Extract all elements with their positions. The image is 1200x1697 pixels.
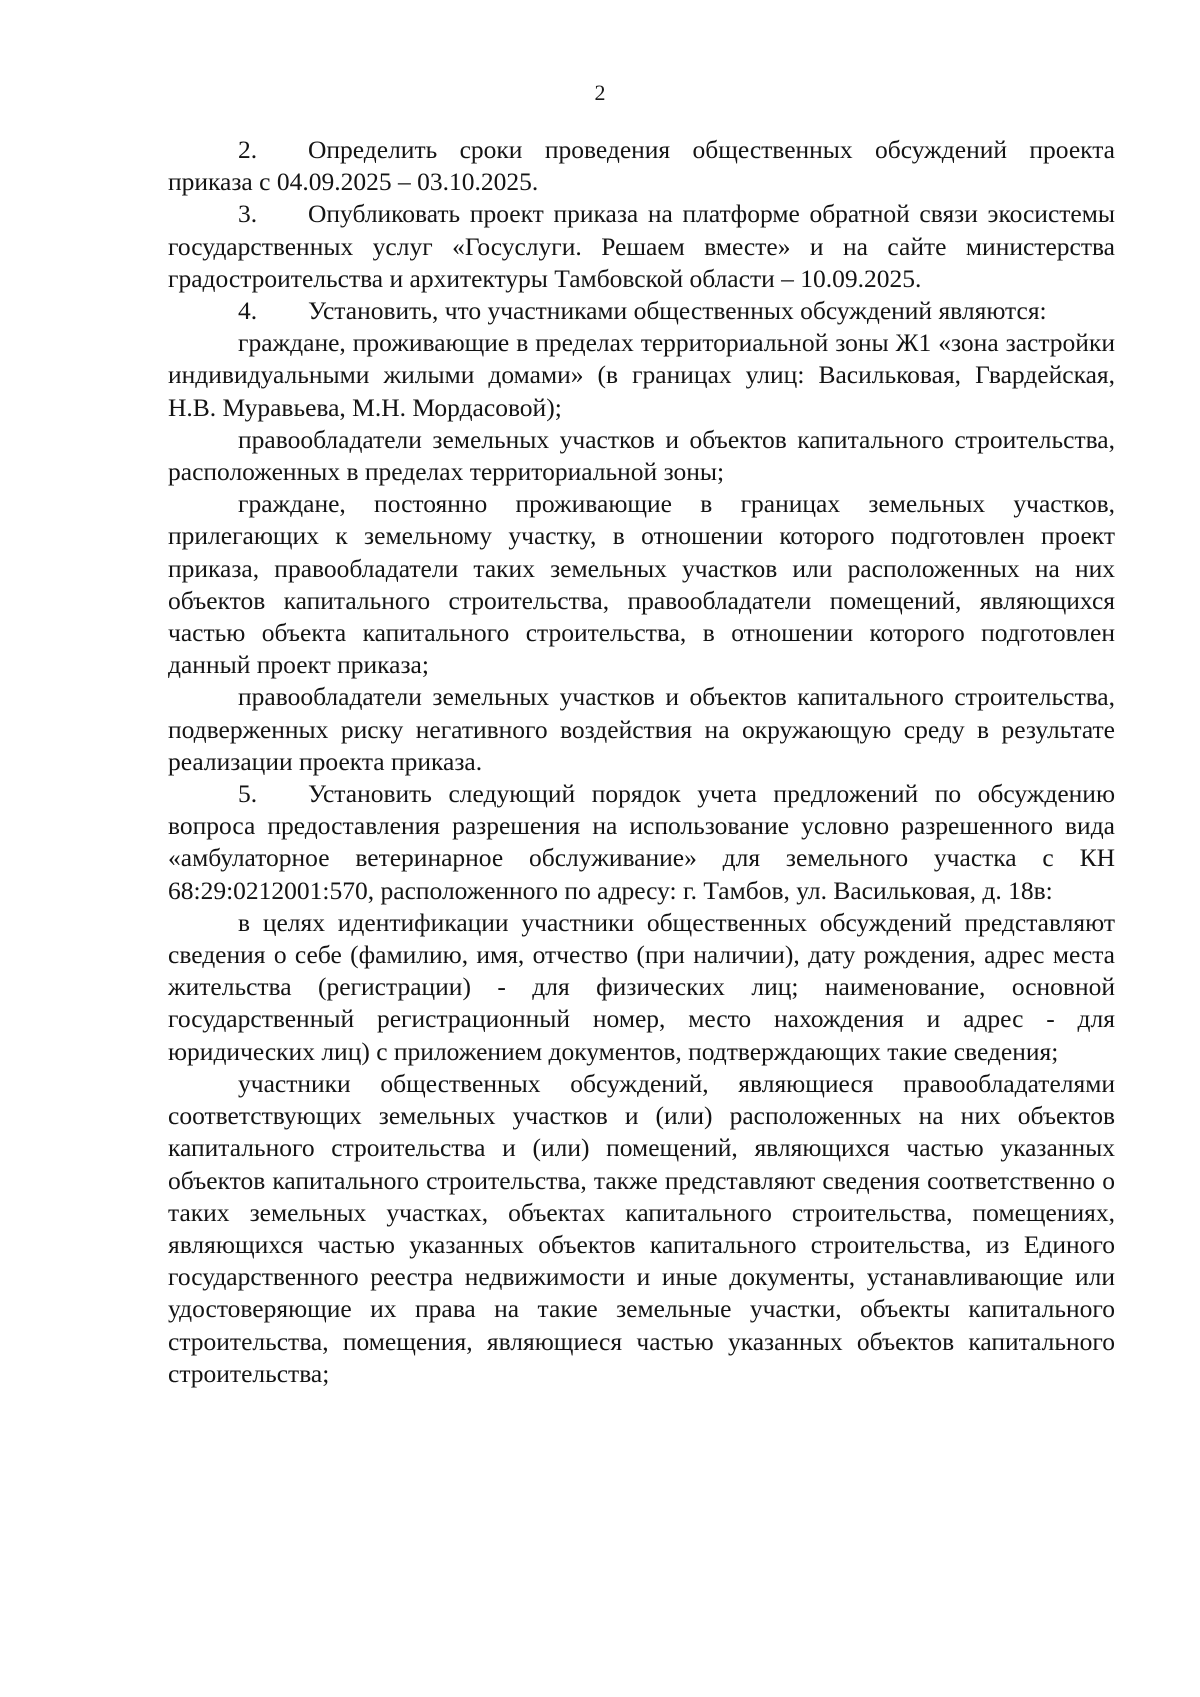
paragraph-text: в целях идентификации участники общественных обсуждений представляют сведения о себе (фамилию, имя, отчество (при наличии), дату рождения, адрес места жительства (регистрации) - для физических лиц; наименование, основной государственный регистрационный номер, место нахождения и адрес - для юридических лиц) с приложением документов, подтверждающих такие сведения; [168, 907, 1115, 1066]
paragraph-text: граждане, проживающие в пределах территориальной зоны Ж1 «зона застройки индивидуальными жилыми домами» (в границах улиц: Васильковая, Гвардейская, Н.В. Муравьева, М.Н. Мордасовой); [168, 328, 1115, 422]
paragraph-participants-adjacent [168, 488, 1115, 681]
paragraph-item-4 [168, 295, 1115, 327]
paragraph-text: граждане, постоянно проживающие в границах земельных участков, прилегающих к земельному участку, в отношении которого подготовлен проект приказа, правообладатели таких земельных участков или расположенных на них объектов капитального строительства, правообладатели помещений, являющихся частью объекта капитального строительства, в отношении которого подготовлен данный проект приказа; [168, 489, 1115, 680]
paragraph-text: правообладатели земельных участков и объектов капитального строительства, подверженных риску негативного воздействия на окружающую среду в результате реализации проекта приказа. [168, 682, 1115, 776]
item-number: 3. [238, 199, 258, 229]
paragraph-participants-risk [168, 681, 1115, 778]
paragraph-text: Определить сроки проведения общественных обсуждений проекта приказа с 04.09.2025 – 03.10.2025. [168, 135, 1115, 197]
paragraph-rights-holders [168, 1068, 1115, 1390]
page-number: 2 [594, 80, 606, 105]
item-number: 5. [238, 779, 258, 809]
paragraph-text: правообладатели земельных участков и объектов капитального строительства, расположенных в пределах территориальной зоны; [168, 424, 1115, 487]
paragraph-text: Установить, что участниками общественных обсуждений являются: [308, 296, 1047, 326]
paragraph-identification [168, 907, 1115, 1068]
paragraph-item-5 [168, 778, 1115, 907]
paragraph-participants-zone [168, 327, 1115, 424]
paragraph-text: Установить следующий порядок учета предложений по обсуждению вопроса предоставления разрешения на использование условно разрешенного вида «амбулаторное ветеринарное обслуживание» для земельного участка с КН 68:29:0212001:570, расположенного по адресу: г. Тамбов, ул. Васильковая, д. 18в: [168, 779, 1115, 905]
paragraph-item-2 [168, 134, 1115, 198]
document-body [168, 134, 1115, 1390]
paragraph-item-3 [168, 198, 1115, 295]
paragraph-participants-owners [168, 424, 1115, 488]
item-number: 2. [238, 135, 258, 164]
item-number: 4. [238, 296, 258, 326]
paragraph-text: Опубликовать проект приказа на платформе обратной связи экосистемы государственных услуг «Госуслуги. Решаем вместе» и на сайте министерства градостроительства и архитектуры Тамбовской области – 10.09.2025. [168, 199, 1115, 293]
paragraph-text: участники общественных обсуждений, являющиеся правообладателями соответствующих земельных участков и (или) расположенных на них объектов капитального строительства и (или) помещений, являющихся частью указанных объектов капитального строительства, также представляют сведения соответственно о таких земельных участках, объектах капитального строительства, помещениях, являющихся частью указанных объектов капитального строительства, из Единого государственного реестра недвижимости и иные документы, устанавливающие или удостоверяющие их права на такие земельные участки, объекты капитального строительства, помещения, являющиеся частью указанных объектов капитального строительства; [168, 1068, 1115, 1388]
